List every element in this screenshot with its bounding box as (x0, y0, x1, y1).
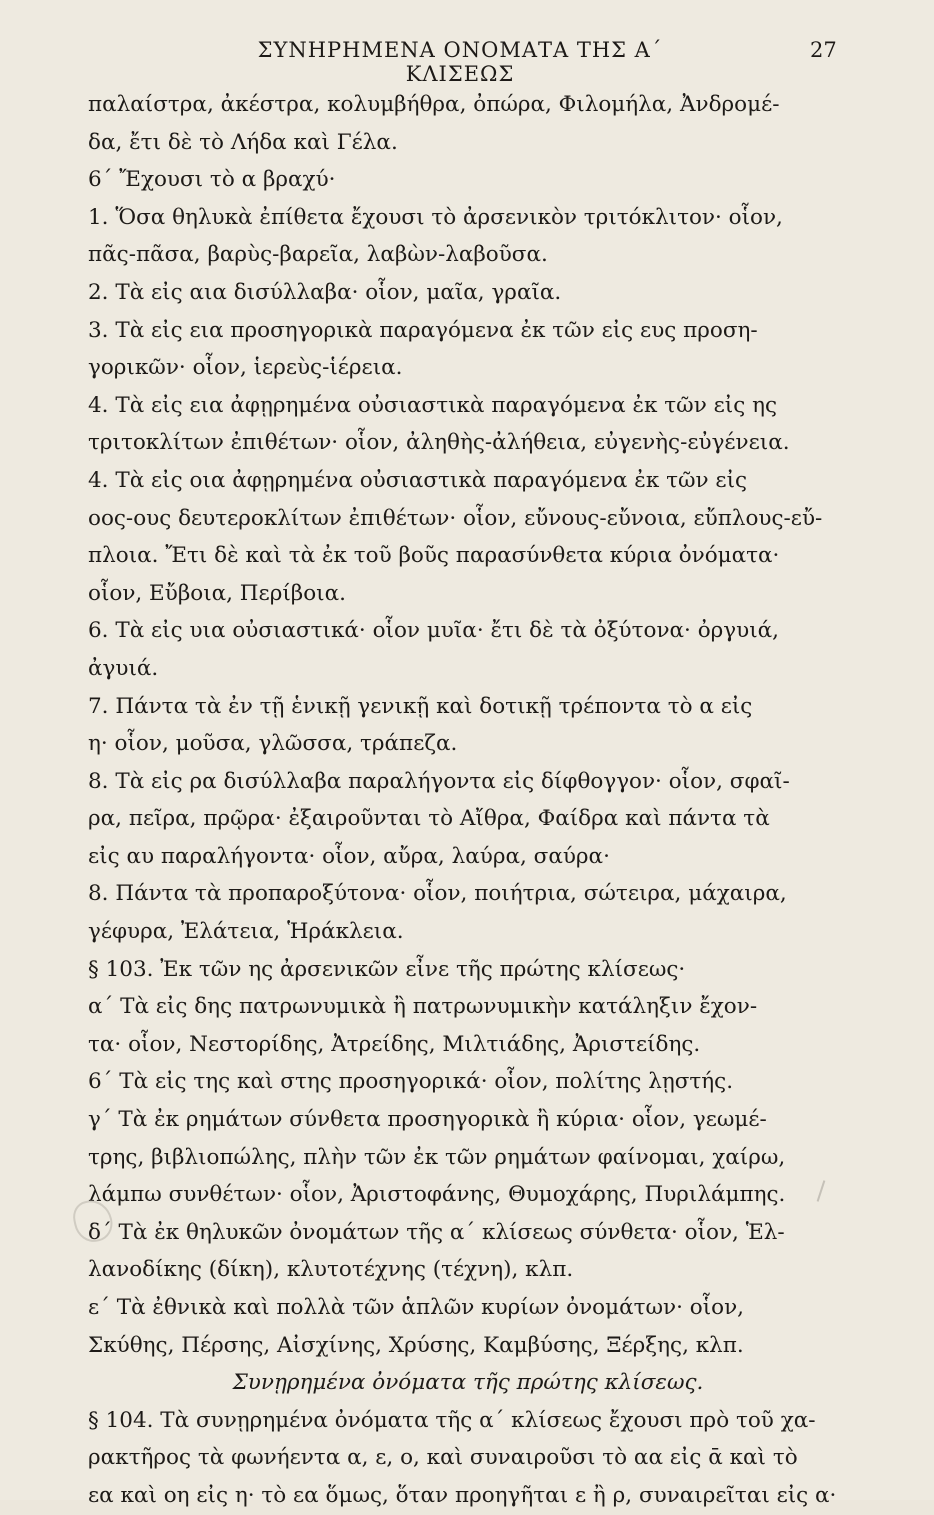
text-line: 6΄ Ἔχουσι τὸ α βραχύ· (88, 167, 336, 193)
text-line: πᾶς-πᾶσα, βαρὺς-βαρεῖα, λαβὼν-λαβοῦσα. (88, 242, 548, 268)
text-line: ἀγυιά. (88, 655, 159, 681)
page-header (0, 38, 934, 86)
text-line: 2. Τὰ εἰς αια δισύλλαβα· οἷον, μαῖα, γραῖα. (88, 279, 562, 305)
text-line: εα καὶ οη εἰς η· τὸ εα ὅμως, ὅταν προηγῆται ε ἢ ρ, συναιρεῖται εἰς α· (88, 1482, 837, 1508)
text-line: λανοδίκης (δίκη), κλυτοτέχνης (τέχνη), κλπ. (88, 1257, 574, 1283)
text-line: 8. Πάντα τὰ προπαροξύτονα· οἷον, ποιήτρια, σώτειρα, μάχαιρα, (88, 881, 787, 907)
text-line: η· οἷον, μοῦσα, γλῶσσα, τράπεζα. (88, 731, 458, 757)
text-line: 6. Τὰ εἰς υια οὐσιαστικά· οἷον μυῖα· ἔτι δὲ τὰ ὀξύτονα· ὀργυιά, (88, 618, 779, 644)
text-line: 7. Πάντα τὰ ἐν τῇ ἑνικῇ γενικῇ καὶ δοτικῇ τρέποντα τὸ α εἰς (88, 693, 753, 719)
text-line: πλοια. Ἔτι δὲ καὶ τὰ ἐκ τοῦ βοῦς παρασύνθετα κύρια ὀνόματα· (88, 543, 780, 569)
text-line: τριτοκλίτων ἐπιθέτων· οἷον, ἀληθὴς-ἀλήθεια, εὐγενὴς-εὐγένεια. (88, 430, 790, 456)
text-line: ε΄ Τὰ ἐθνικὰ καὶ πολλὰ τῶν ἁπλῶν κυρίων ὀνομάτων· οἷον, (88, 1295, 744, 1320)
section-heading: Συνῃρημένα ὀνόματα τῆς πρώτης κλίσεως. (232, 1370, 704, 1396)
text-line: γ΄ Τὰ ἐκ ρημάτων σύνθετα προσηγορικὰ ἢ κύρια· οἷον, γεωμέ- (88, 1107, 767, 1133)
text-line: 8. Τὰ εἰς ρα δισύλλαβα παραλήγοντα εἰς δίφθογγον· οἷον, σφαῖ- (88, 768, 790, 794)
text-line: τρης, βιβλιοπώλης, πλὴν τῶν ἐκ τῶν ρημάτων φαίνομαι, χαίρω, (88, 1144, 786, 1170)
body-text (88, 86, 848, 1515)
text-line: 4. Τὰ εἰς οια ἀφῃρημένα οὐσιαστικὰ παραγόμενα ἐκ τῶν εἰς (88, 467, 748, 493)
text-line: οος-ους δευτεροκλίτων ἐπιθέτων· οἷον, εὔνους-εὔνοια, εὔπλους-εὔ- (88, 505, 823, 531)
text-line: ρακτῆρος τὰ φωνήεντα α, ε, ο, καὶ συναιροῦσι τὸ αα εἰς ᾱ καὶ τὸ (88, 1445, 798, 1471)
running-head: ΣΥΝΗΡΗΜΕΝΑ ΟΝΟΜΑΤΑ ΤΗΣ Α΄ ΚΛΙΣΕΩΣ (257, 38, 663, 86)
text-line: § 103. Ἐκ τῶν ης ἀρσενικῶν εἶνε τῆς πρώτης κλίσεως· (88, 956, 686, 982)
text-line: § 104. Τὰ συνῃρημένα ὀνόματα τῆς α΄ κλίσεως ἔχουσι πρὸ τοῦ χα- (88, 1407, 816, 1433)
text-line: εἰς αυ παραλήγοντα· οἷον, αὔρα, λαύρα, σαύρα· (88, 843, 610, 869)
text-line: λάμπω συνθέτων· οἷον, Ἀριστοφάνης, Θυμοχάρης, Πυριλάμπης. (88, 1182, 786, 1208)
text-line: δα, ἔτι δὲ τὸ Λήδα καὶ Γέλα. (88, 129, 398, 155)
text-line: ρα, πεῖρα, πρῷρα· ἐξαιροῦνται τὸ Αἴθρα, Φαίδρα καὶ πάντα τὰ (88, 806, 770, 832)
text-line: τα· οἷον, Νεστορίδης, Ἀτρείδης, Μιλτιάδης, Ἀριστείδης. (88, 1031, 701, 1057)
text-line: 1. Ὅσα θηλυκὰ ἐπίθετα ἔχουσι τὸ ἀρσενικὸν τριτόκλιτον· οἷον, (88, 204, 783, 230)
page-number: 27 (810, 38, 837, 62)
text-line: 6΄ Τὰ εἰς της καὶ στης προσηγορικά· οἷον, πολίτης λῃστής. (88, 1069, 734, 1095)
text-line: παλαίστρα, ἀκέστρα, κολυμβήθρα, ὀπώρα, Φιλομήλα, Ἀνδρομέ- (88, 92, 780, 117)
text-line: 3. Τὰ εἰς εια προσηγορικὰ παραγόμενα ἐκ τῶν εἰς ευς προση- (88, 317, 758, 343)
text-line: γορικῶν· οἷον, ἱερεὺς-ἱέρεια. (88, 355, 403, 381)
text-line: α΄ Τὰ εἰς δης πατρωνυμικὰ ἢ πατρωνυμικὴν κατάληξιν ἔχον- (88, 994, 758, 1020)
text-line: 4. Τὰ εἰς εια ἀφῃρημένα οὐσιαστικὰ παραγόμενα ἐκ τῶν εἰς ης (88, 392, 777, 418)
text-line: Σκύθης, Πέρσης, Αἰσχίνης, Χρύσης, Καμβύσης, Ξέρξης, κλπ. (88, 1332, 744, 1358)
text-line: οἷον, Εὔβοια, Περίβοια. (88, 580, 346, 606)
text-line: γέφυρα, Ἐλάτεια, Ἡράκλεια. (88, 919, 404, 945)
text-line: δ΄ Τὰ ἐκ θηλυκῶν ὀνομάτων τῆς α΄ κλίσεως σύνθετα· οἷον, Ἑλ- (88, 1219, 785, 1245)
